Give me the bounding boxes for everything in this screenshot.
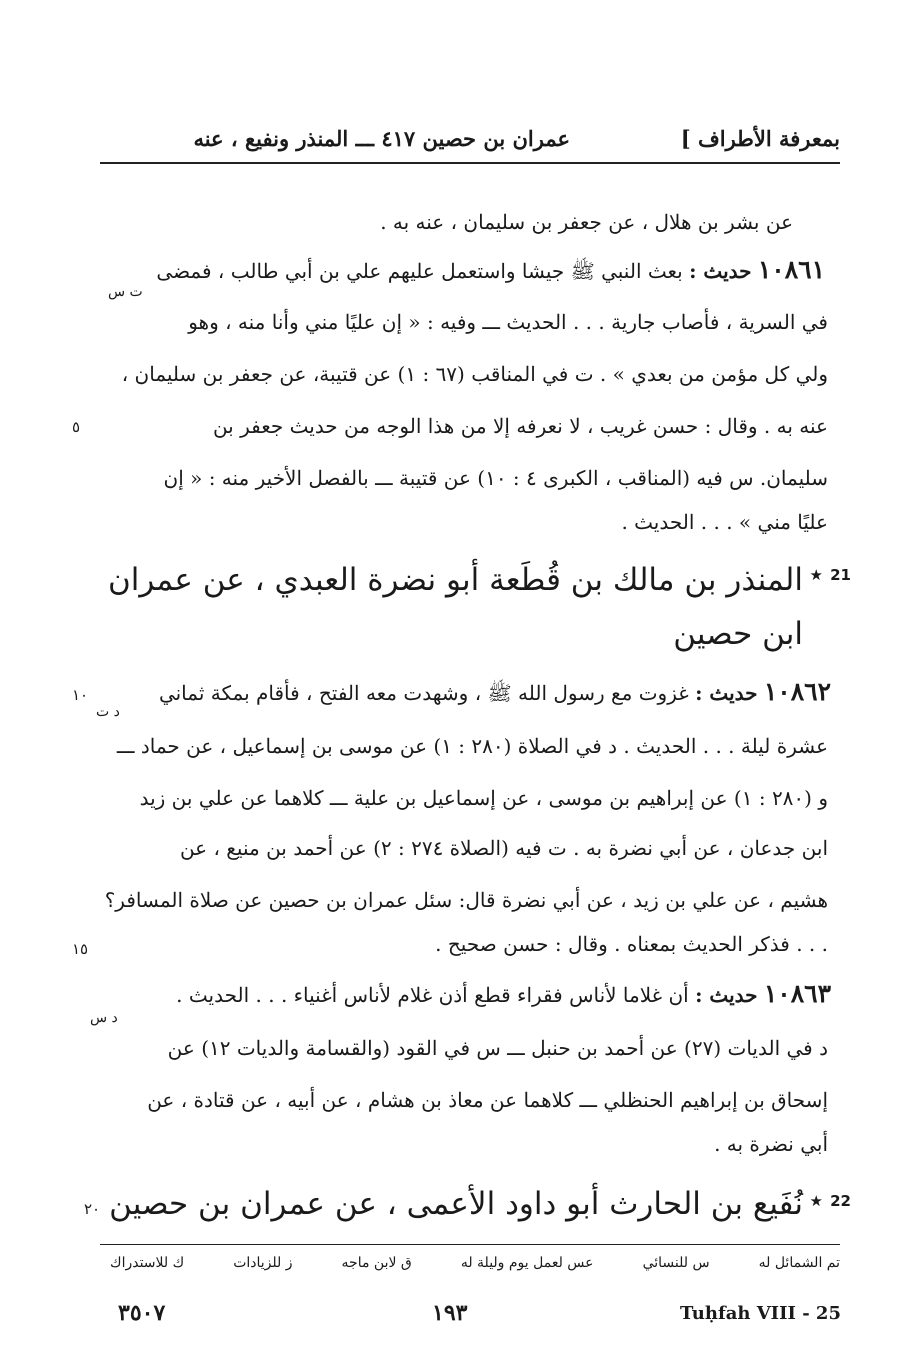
section-number: 22: [830, 1192, 851, 1210]
hadith-label: حديث :: [689, 259, 752, 283]
hadith-line: [100, 670, 831, 714]
line-number: ٢٠: [84, 1200, 101, 1218]
text-line: عشرة ليلة . . . الحديث . د في الصلاة (٢٨٠ : ١) عن موسى بن إسماعيل ، عن حماد ـــ: [116, 734, 828, 758]
text-line: في السرية ، فأصاب جارية . . . الحديث ـــ وفيه : « إن عليًا مني وأنا منه ، وهو: [188, 310, 828, 334]
abbr-item: ق لابن ماجه: [341, 1255, 412, 1271]
abbr-item: عس لعمل يوم وليلة له: [460, 1255, 594, 1271]
star-marker: ★: [809, 566, 823, 584]
signature-mark: Tuḥfah VIII - 25: [680, 1303, 841, 1324]
star-marker: ★: [809, 1192, 823, 1210]
abbr-item: ز للزيادات: [233, 1255, 293, 1271]
section-heading: نُفَيع بن الحارث أبو داود الأعمى ، عن عمران بن حصين: [109, 1186, 803, 1222]
text-line: ولي كل مؤمن من بعدي » . ت في المناقب (٦٧ : ١) عن قتيبة، عن جعفر بن سليمان ،: [121, 362, 828, 386]
hadith-number: ١٠٨٦٣: [763, 979, 831, 1008]
text-line: ابن جدعان ، عن أبي نضرة به . ت فيه (الصلاة ٢٧٤ : ٢) عن أحمد بن منيع ، عن: [179, 836, 828, 860]
hadith-text: أن غلاما لأناس فقراء قطع أذن غلام لأناس أغنياء . . . الحديث .: [176, 983, 689, 1007]
section-heading: المنذر بن مالك بن قُطَعة أبو نضرة العبدي ، عن عمران: [107, 562, 803, 598]
section-number: 21: [830, 566, 851, 584]
source-sigla: ت س: [108, 284, 143, 300]
hadith-label: حديث :: [695, 681, 758, 705]
hadith-line: [100, 248, 825, 292]
hadith-text: بعث النبي ﷺ جيشا واستعمل عليهم علي بن أبي طالب ، فمضى: [156, 259, 683, 283]
running-header: [100, 120, 840, 160]
text-line: عنه به . وقال : حسن غريب ، لا نعرفه إلا من هذا الوجه من حديث جعفر بن: [212, 414, 828, 438]
hadith-text: غزوت مع رسول الله ﷺ ، وشهدت معه الفتح ، فأقام بمكة ثماني: [158, 681, 689, 705]
header-section-title: عمران بن حصين ٤١٧ ـــ المنذر ونفيع ، عنه: [193, 126, 570, 151]
line-number: ١٥: [72, 940, 89, 958]
line-number: ١٠: [72, 686, 89, 704]
text-line: . . . فذكر الحديث بمعناه . وقال : حسن صحيح .: [435, 932, 828, 956]
volume-page-number: ٣٥٠٧: [118, 1300, 166, 1326]
text-line: أبي نضرة به .: [714, 1132, 828, 1156]
abbr-item: س للنسائي: [642, 1255, 710, 1271]
text-line: عن بشر بن هلال ، عن جعفر بن سليمان ، عنه به .: [380, 210, 793, 234]
text-line: د في الديات (٢٧) عن أحمد بن حنبل ـــ س في القود (والقسامة والديات ١٢) عن: [167, 1036, 828, 1060]
line-number: ٥: [72, 418, 81, 436]
header-book-title: بمعرفة الأطراف ]: [680, 126, 840, 151]
text-line: سليمان. س فيه (المناقب ، الكبرى ٤ : ١٠) عن قتيبة ـــ بالفصل الأخير منه : « إن: [163, 466, 828, 490]
source-sigla: د س: [90, 1010, 118, 1026]
abbr-item: تم الشمائل له: [758, 1255, 840, 1271]
text-line: و (٢٨٠ : ١) عن إبراهيم بن موسى ، عن إسماعيل بن علية ـــ كلاهما عن علي بن زيد: [139, 786, 828, 810]
text-line: هشيم ، عن علي بن زيد ، عن أبي نضرة قال: سئل عمران بن حصين عن صلاة المسافر؟: [104, 888, 828, 912]
header-rule: [100, 162, 840, 164]
footer-rule: [100, 1244, 840, 1245]
abbr-item: ك للاستدراك: [110, 1255, 185, 1271]
section-heading-continued: ابن حصين: [673, 616, 803, 652]
text-line: عليًا مني » . . . الحديث .: [621, 510, 828, 534]
text-line: إسحاق بن إبراهيم الحنظلي ـــ كلاهما عن معاذ بن هشام ، عن أبيه ، عن قتادة ، عن: [147, 1088, 828, 1112]
hadith-line: [100, 972, 831, 1016]
hadith-number: ١٠٨٦١: [757, 255, 825, 284]
hadith-label: حديث :: [695, 983, 758, 1007]
page-number: ١٩٣: [432, 1300, 468, 1326]
hadith-number: ١٠٨٦٢: [763, 677, 831, 706]
source-sigla: د ت: [96, 704, 120, 720]
abbreviation-key: [110, 1255, 840, 1283]
